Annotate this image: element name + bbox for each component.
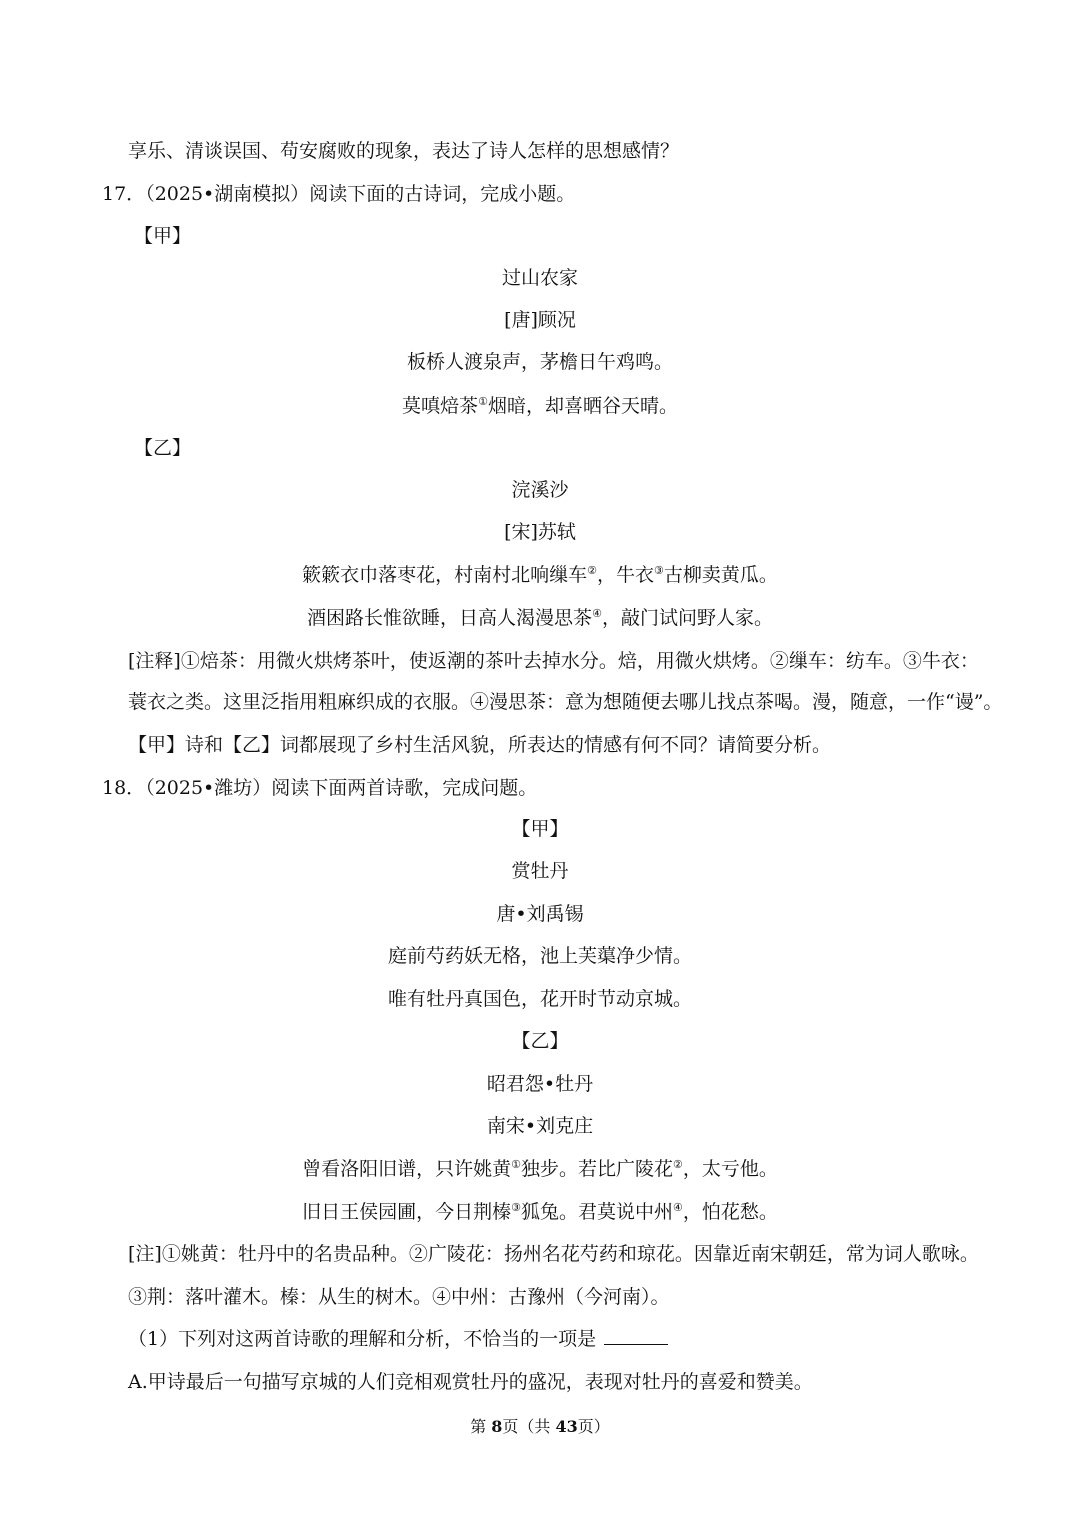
poem-jia-title: 过山农家: [501, 267, 578, 289]
sub-question-1: [128, 1326, 668, 1352]
poem-jia-line-1: 板桥人渡泉声，茅檐日午鸡鸣。: [406, 351, 673, 373]
question-prompt: 阅读下面两首诗歌，完成问题。: [271, 777, 538, 799]
footnote-marker: ②: [673, 1158, 683, 1171]
poem-jia-label: 【甲】: [511, 818, 569, 840]
footnote-marker: ④: [673, 1201, 683, 1214]
question-18-header: [102, 775, 537, 801]
question-number: 17．: [102, 183, 146, 205]
poem-text: 曾看洛阳旧谱，只许姚黄: [302, 1158, 512, 1180]
footnote-marker: ①: [478, 395, 488, 408]
notes-line-1: [注]①姚黄：牡丹中的名贵品种。②广陵花：扬州名花芍药和琼花。因靠近南宋朝廷，常为词人歌咏。: [128, 1243, 979, 1265]
footer-suffix: 页）: [577, 1417, 610, 1436]
answer-blank[interactable]: [604, 1326, 668, 1345]
poem-yi-line-2: [0, 1199, 1080, 1225]
poem-jia-label: 【甲】: [134, 225, 192, 247]
page-footer: [0, 1414, 1080, 1440]
footnote-marker: ④: [592, 607, 602, 620]
footnote-marker: ①: [511, 1158, 521, 1171]
question-source: （2025•潍坊）: [145, 777, 272, 799]
poem-text: 簌簌衣巾落枣花，村南村北响缫车: [302, 564, 588, 586]
footnote-marker: ②: [587, 564, 597, 577]
notes-line-2: ③荆：落叶灌木。榛：从生的树木。④中州：古豫州（今河南）。: [128, 1286, 670, 1308]
poem-yi-line-2: [0, 605, 1080, 631]
question-source: （2025•湖南模拟）: [145, 183, 310, 205]
poem-text: ，牛衣: [596, 564, 654, 586]
poem-jia-line-2: 唯有牡丹真国色，花开时节动京城。: [387, 988, 692, 1010]
poem-text: 独步。若比广陵花: [520, 1158, 673, 1180]
poem-yi-line-1: [0, 1156, 1080, 1182]
poem-text: 烟暗，却喜晒谷天晴。: [487, 395, 678, 417]
poem-text: 酒困路长惟欲睡，日高人渴漫思茶: [307, 607, 593, 629]
poem-jia-title: 赏牡丹: [511, 860, 569, 882]
notes-line-2: 蓑衣之类。这里泛指用粗麻织成的衣服。④漫思茶：意为想随便去哪儿找点茶喝。漫，随意，一作“谩”。: [128, 691, 1003, 713]
footnote-marker: ③: [511, 1201, 521, 1214]
poem-yi-label: 【乙】: [134, 437, 192, 459]
poem-jia-author: [唐]顾况: [504, 309, 576, 331]
option-a: A.甲诗最后一句描写京城的人们竞相观赏牡丹的盛况，表现对牡丹的喜爱和赞美。: [128, 1371, 813, 1393]
footer-prefix: 第: [470, 1417, 492, 1436]
footnote-marker: ③: [654, 564, 664, 577]
poem-yi-author: 南宋•刘克庄: [486, 1115, 594, 1137]
poem-yi-title: 浣溪沙: [511, 479, 569, 501]
poem-jia-line-2: [0, 393, 1080, 419]
sub-question-text: （1）下列对这两首诗歌的理解和分析，不恰当的一项是: [128, 1328, 597, 1350]
poem-jia-author: 唐•刘禹锡: [496, 903, 584, 925]
page-number: 8: [491, 1417, 503, 1436]
poem-text: ，怕花愁。: [682, 1201, 778, 1223]
poem-yi-title: 昭君怨•牡丹: [486, 1073, 594, 1095]
poem-text: ，太亏他。: [682, 1158, 778, 1180]
total-pages: 43: [555, 1417, 578, 1436]
poem-yi-author: [宋]苏轼: [504, 521, 576, 543]
question-17-ask: 【甲】诗和【乙】词都展现了乡村生活风貌，所表达的情感有何不同？请简要分析。: [128, 734, 832, 756]
poem-jia-line-1: 庭前芍药妖无格，池上芙蕖净少情。: [387, 945, 692, 967]
poem-text: 古柳卖黄瓜。: [663, 564, 778, 586]
continued-question-text: 享乐、清谈误国、苟安腐败的现象，表达了诗人怎样的思想感情？: [128, 140, 680, 162]
poem-text: 旧日王侯园圃，今日荆榛: [302, 1201, 512, 1223]
footer-middle: 页（共: [502, 1417, 556, 1436]
poem-yi-line-1: [0, 562, 1080, 588]
poem-text: ，敲门试问野人家。: [601, 607, 773, 629]
notes-line-1: [注释]①焙茶：用微火烘烤茶叶，使返潮的茶叶去掉水分。焙，用微火烘烤。②缫车：纺车。③牛衣：: [128, 650, 979, 672]
poem-yi-label: 【乙】: [511, 1030, 569, 1052]
question-17-header: [102, 181, 575, 207]
poem-text: 狐兔。君莫说中州: [520, 1201, 673, 1223]
poem-text: 莫嗔焙茶: [402, 395, 479, 417]
question-number: 18．: [102, 777, 146, 799]
question-prompt: 阅读下面的古诗词，完成小题。: [309, 183, 576, 205]
